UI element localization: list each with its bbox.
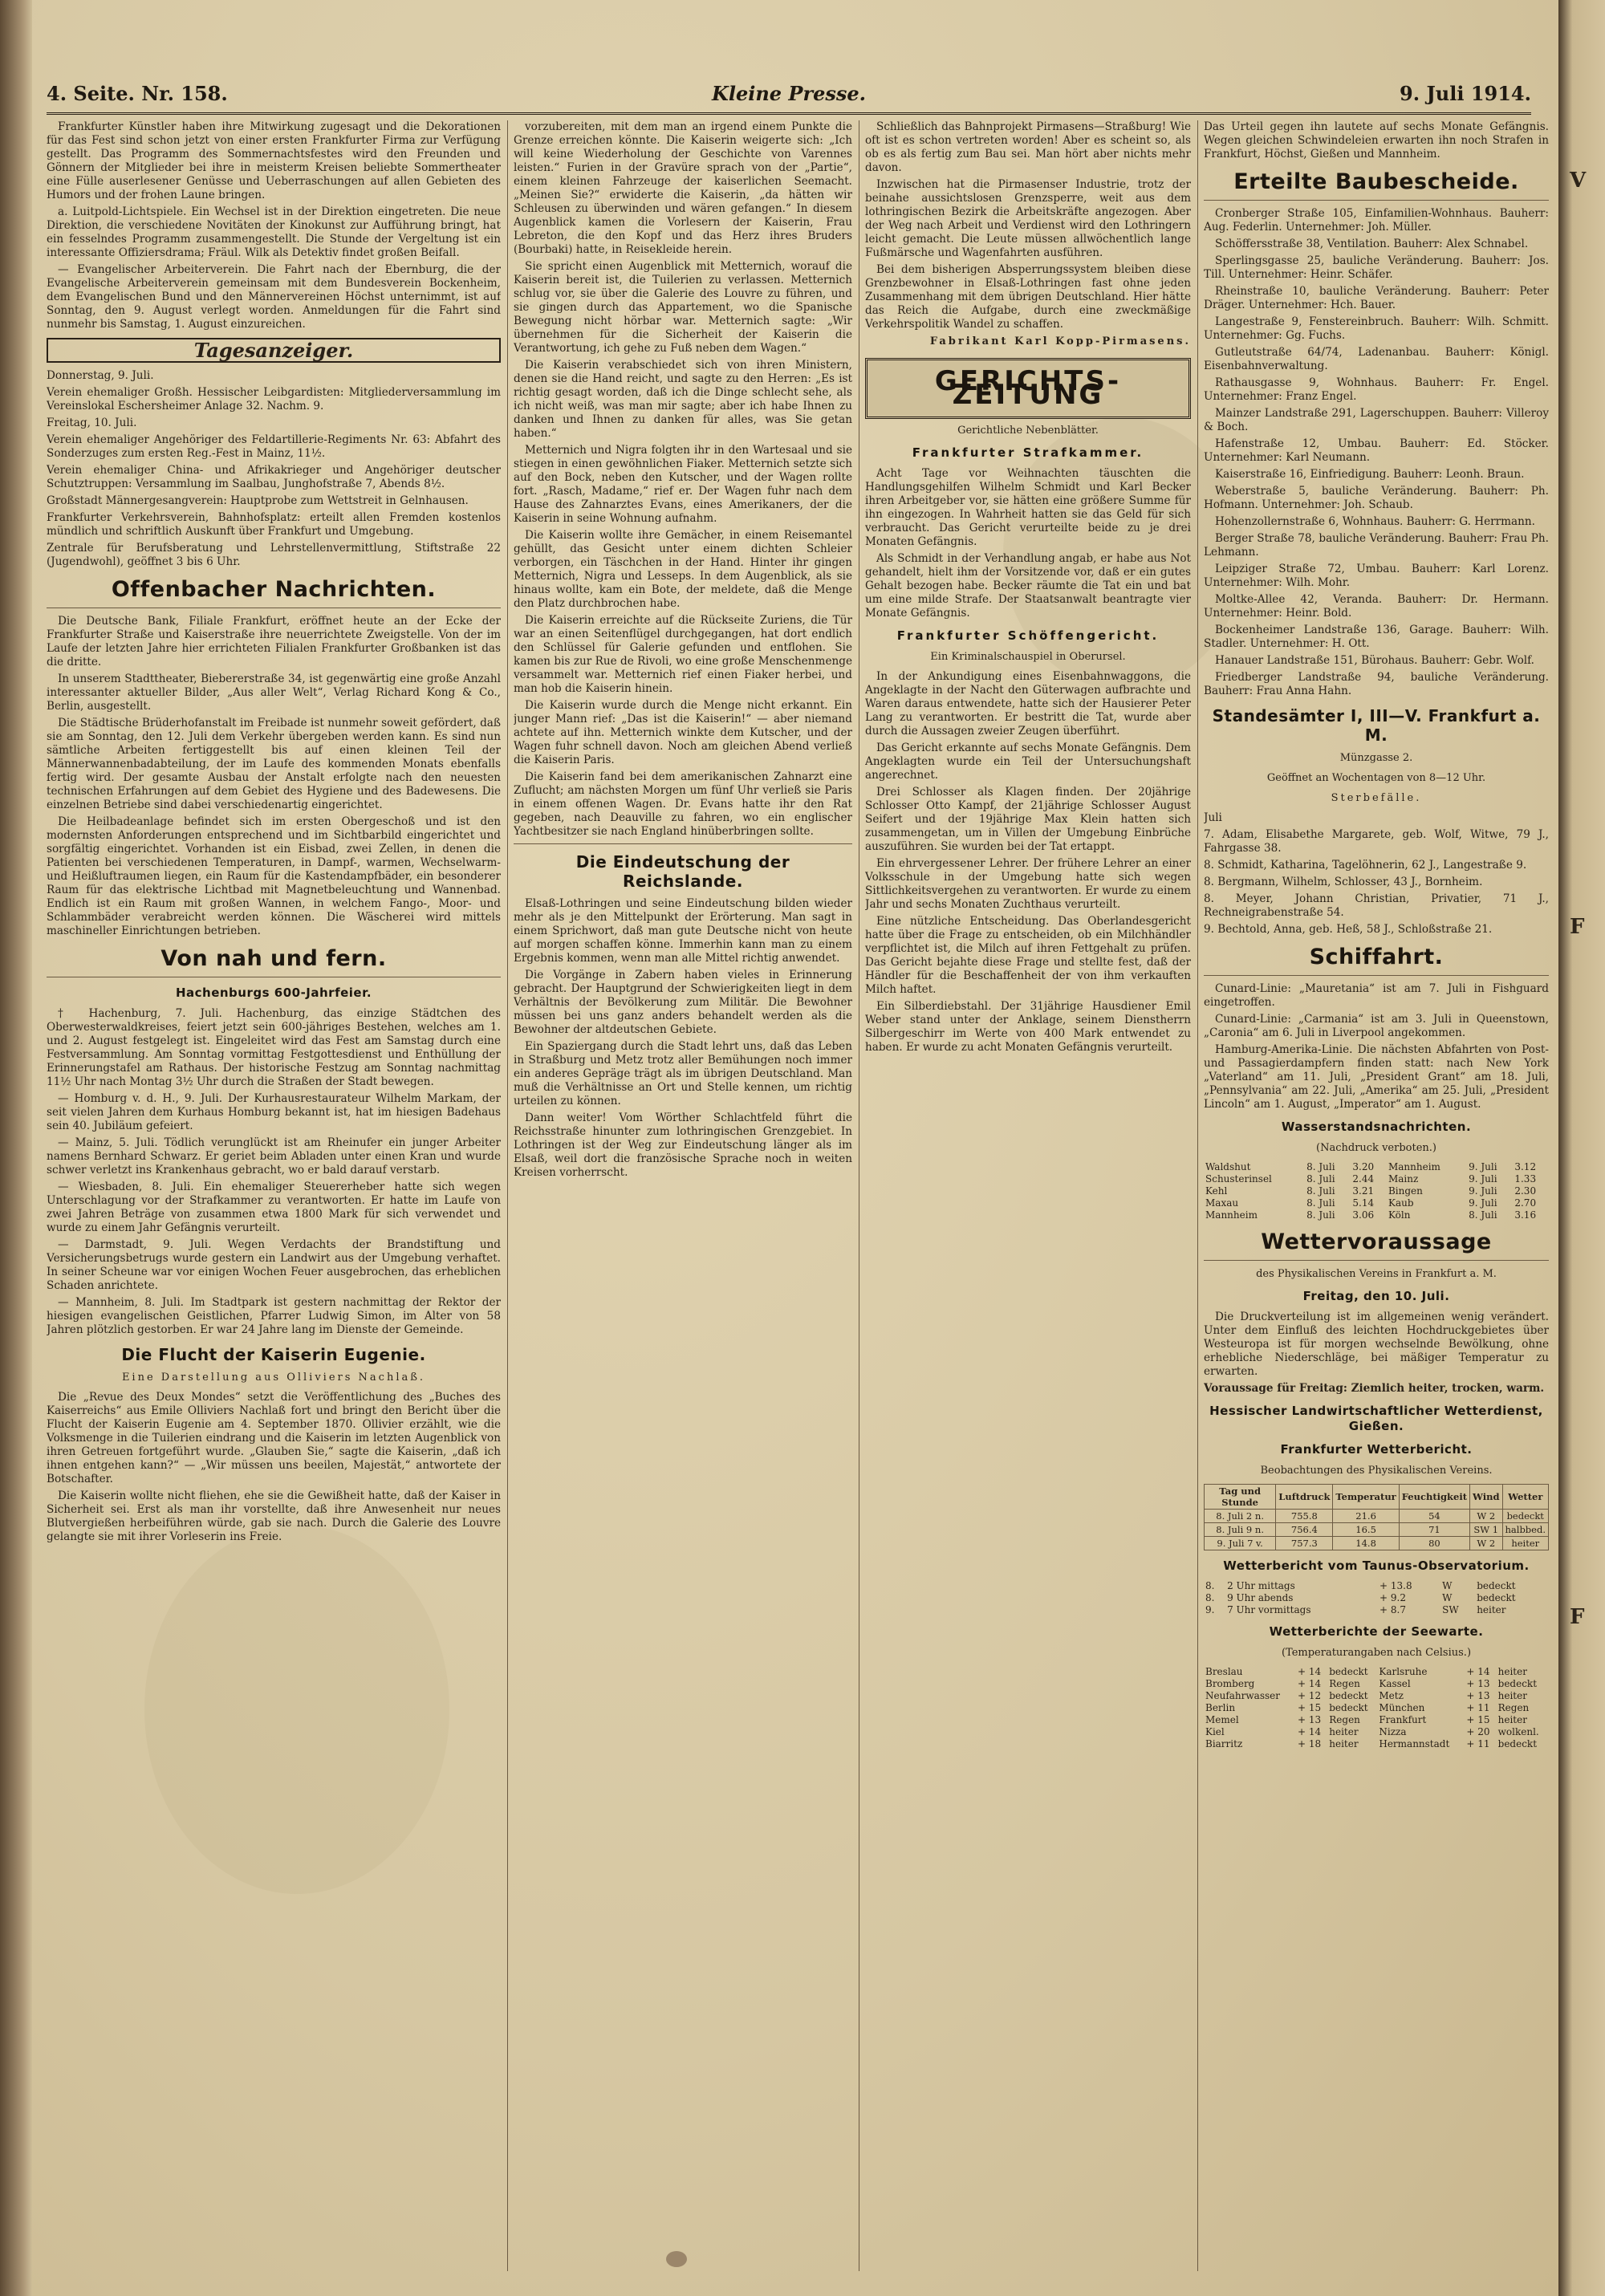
- paragraph: — Mainz, 5. Juli. Tödlich verunglückt ist am Rheinufer ein junger Arbeiter namens Bernhard Schwarz. Er geriet beim Abladen unter einen Kran und wurde schwer verletzt ins Krankenhaus gebracht, wo er bald darauf verstarb.: [47, 1136, 501, 1176]
- table-row: [1204, 1690, 1549, 1702]
- eugenie-subheading: Eine Darstellung aus Olliviers Nachlaß.: [121, 1372, 426, 1384]
- table-cell: 756.4: [1276, 1523, 1333, 1537]
- table-row: [1205, 1510, 1549, 1523]
- adjacent-page-letter: F: [1570, 1605, 1585, 1629]
- reichslande-heading: Die Eindeutschung der Reichslande.: [575, 852, 790, 891]
- table-cell: 9. Juli: [1469, 1197, 1497, 1209]
- table-row: [1204, 1173, 1549, 1185]
- paragraph: Das Gericht erkannte auf sechs Monate Gefängnis. Dem Angeklagten wurde ein Teil der Untersuchungshaft angerechnet.: [865, 742, 1191, 782]
- table-cell: 8. Juli: [1306, 1209, 1335, 1221]
- table-cell: heiter: [1329, 1738, 1359, 1749]
- table-cell: heiter: [1497, 1666, 1527, 1677]
- taunus-heading: Wetterbericht vom Taunus-Observatorium.: [1223, 1558, 1530, 1573]
- paragraph: Zentrale für Berufsberatung und Lehrstellenvermittlung, Stiftstraße 22 (Jugendwohl), geöffnet 3 bis 6 Uhr.: [47, 542, 501, 568]
- paragraph: Acht Tage vor Weihnachten täuschten die Handlungsgehilfen Wilhelm Schmidt und Karl Becker ihren Arbeitgeber vor, sie hätten eine größere Summe für ihn eingezogen. In Wahrheit hatten sie das Geld für sich verbraucht. Das Gericht verurteilte beide zu je drei Monaten Gefängnis.: [865, 467, 1191, 548]
- tagesanzeiger-list: [47, 369, 501, 569]
- table-row: [1205, 1523, 1549, 1537]
- hachenburg-heading: Hachenburgs 600-Jahrfeier.: [175, 985, 372, 1000]
- wettervoraussage-forecast: Voraussage für Freitag: Ziemlich heiter, trocken, warm.: [1204, 1382, 1545, 1395]
- offenbach-heading: Offenbacher Nachrichten.: [47, 577, 501, 608]
- paragraph: Die Kaiserin erreichte auf die Rückseite Zuriens, die Tür war an einen Seitenflügel durchgegangen, hat dort endlich den Schlüssel für Galerie gefunden und entflohen. Sie kamen bis zur Rue de Rivoli, wo eine große Menschenmenge versammelt war. Metternich rief einen Fiaker herbei, und man hob die Kaiserin hinein.: [514, 614, 852, 695]
- table-cell: 54: [1399, 1510, 1469, 1523]
- table-header-row: [1205, 1485, 1549, 1510]
- table-cell: + 14: [1466, 1666, 1490, 1677]
- table-cell: Regen: [1497, 1702, 1530, 1713]
- nah-fern-articles: [47, 1007, 501, 1337]
- table-cell: 9.: [1205, 1604, 1215, 1615]
- seewarte-table: [1204, 1666, 1549, 1750]
- paragraph: Drei Schlosser als Klagen finden. Der 20jährige Schlosser Otto Kampf, der 21jährige Schlosser August Seifert und der 19jährige Max Klein hatten sich zusammengetan, um in Villen der Umgebung Einbrüche auszuführen. Sie wurden bei der Tat ertappt.: [865, 786, 1191, 853]
- strafkammer-articles: [865, 467, 1191, 620]
- table-cell: Mannheim: [1205, 1209, 1258, 1221]
- table-row: [1204, 1185, 1549, 1197]
- table-row: [1204, 1738, 1549, 1750]
- table-cell: W 2: [1470, 1510, 1502, 1523]
- table-row: [1204, 1209, 1549, 1221]
- column-rule: [507, 120, 508, 2271]
- paragraph: 8. Bergmann, Wilhelm, Schlosser, 43 J., Bornheim.: [1204, 876, 1483, 888]
- table-cell: Bingen: [1388, 1185, 1423, 1197]
- table-cell: Kassel: [1379, 1678, 1411, 1689]
- paragraph: a. Luitpold-Lichtspiele. Ein Wechsel ist in der Direktion eingetreten. Die neue Direktion, die verschiedene Novitäten der Kinokunst zur Aufführung bringt, hat ein fesselndes Programm zusammengestellt. Die Stunde der Vergeltung ist ein interessante Offiziersdrama; Fräul. Wilk als Detektiv findet großen Beifall.: [47, 205, 501, 259]
- paragraph: Die Vorgänge in Zabern haben vieles in Erinnerung gebracht. Der Hauptgrund der Schwierigkeiten liegt in dem Verhältnis der Bevölkerung zum Militär. Die Bewohner müssen bei uns ganz anders behandelt werden als die Bewohner der altdeutschen Gebiete.: [514, 969, 852, 1036]
- table-cell: 755.8: [1276, 1510, 1333, 1523]
- table-row: [1204, 1666, 1549, 1678]
- table-cell: SW 1: [1470, 1523, 1502, 1537]
- paragraph: 8. Schmidt, Katharina, Tagelöhnerin, 62 J., Langestraße 9.: [1204, 859, 1527, 872]
- paragraph: Rheinstraße 10, bauliche Veränderung. Bauherr: Peter Dräger. Unternehmer: Hch. Bauer.: [1204, 285, 1549, 311]
- table-cell: Regen: [1329, 1714, 1360, 1725]
- paragraph: Elsaß-Lothringen und seine Eindeutschung bilden wieder mehr als je den Mittelpunkt der Erörterung. Man sagt in einem Sprichwort, daß man gute Deutsche nicht von heute auf morgen schaffen könne. Immerhin kann man zu einem Ergebnis kommen, wenn man alle Mittel richtig anwendet.: [514, 897, 852, 965]
- paragraph: Die Kaiserin verabschiedet sich von ihren Ministern, denen sie die Hand reicht, und sagte zu den Herren: „Es ist richtig gesagt worden, daß ich die Dinge schlecht sehe, als ich nicht weiß, was man mir sagte; aber ich habe Ihnen zu danken und Ihnen zu danken für alles, was Sie getan haben.“: [514, 359, 852, 440]
- paragraph: Eine nützliche Entscheidung. Das Oberlandesgericht hatte über die Frage zu entscheiden, ob ein Milchhändler verpflichtet ist, die Milch auf ihren Fettgehalt zu prüfen. Das Gericht bejahte diese Frage und stellte fest, daß der Händler für die Beschaffenheit der von ihm verkauften Milch haftet.: [865, 915, 1191, 996]
- table-cell: 2.30: [1514, 1185, 1537, 1197]
- paragraph: Ein Spaziergang durch die Stadt lehrt uns, daß das Leben in Straßburg und Metz trotz aller Bemühungen noch immer ein anderes Gepräge trägt als im übrigen Deutschland. Man muß die Verhältnisse an Ort und Stelle kennen, um richtig urteilen zu können.: [514, 1040, 852, 1107]
- table-cell: 2 Uhr mittags: [1227, 1580, 1295, 1591]
- paragraph: In unserem Stadttheater, Biebererstraße 34, ist gegenwärtig eine große Anzahl interessanter aktueller Bilder, „Aus aller Welt“, Verlag Richard Kong & Co., Berlin, ausgestellt.: [47, 673, 501, 713]
- table-cell: bedeckt: [1502, 1510, 1549, 1523]
- baubescheide-heading: Erteilte Baubescheide.: [1204, 169, 1549, 201]
- paragraph: Schließlich das Bahnprojekt Pirmasens—Straßburg! Wie oft ist es schon vertreten worden! Aber es scheint so, als ob es als fertig zum Bau sei. Man hört aber nichts mehr davon.: [865, 120, 1191, 174]
- table-cell: Metz: [1379, 1690, 1404, 1701]
- table-cell: bedeckt: [1477, 1592, 1516, 1603]
- col1-intro: [47, 120, 501, 331]
- paragraph: — Wiesbaden, 8. Juli. Ein ehemaliger Steuererheber hatte sich wegen Unterschlagung vor der Strafkammer zu verantworten. Er hatte im Laufe von zwei Jahren Beträge von zusammen etwa 1800 Mark für sich verwendet und wurde zu einem Jahr Gefängnis verurteilt.: [47, 1181, 501, 1234]
- wettervoraussage-heading: Wettervoraussage: [1204, 1229, 1549, 1261]
- paragraph: Hamburg-Amerika-Linie. Die nächsten Abfahrten von Post- und Passagierdampfern finden statt: nach New York „Vaterland“ am 11. Juli, „President Grant“ am 18. Juli, „Pennsylvania“ am 22. Juli, „Amerika“ am 25. Juli, „President Lincoln“ am 1. August, „Imperator“ am 1. August.: [1204, 1043, 1549, 1111]
- standesaemter-heading: Standesämter I, III—V. Frankfurt a. M.: [1212, 706, 1541, 745]
- paragraph: Gutleutstraße 64/74, Ladenanbau. Bauherr: Königl. Eisenbahnverwaltung.: [1204, 346, 1549, 372]
- table-header-cell: Wetter: [1502, 1485, 1549, 1510]
- table-cell: Kaub: [1388, 1197, 1414, 1209]
- table-cell: 2.70: [1514, 1197, 1537, 1209]
- table-cell: 8. Juli: [1469, 1209, 1497, 1221]
- table-cell: 3.16: [1514, 1209, 1537, 1221]
- paragraph: Ein ehrvergessener Lehrer. Der frühere Lehrer an einer Volksschule in der Umgebung hatte sich wegen Sittlichkeitsvergehen zu verantworten. Er wurde zu einem Jahr und sechs Monaten Zuchthaus verurteilt.: [865, 857, 1191, 911]
- table-row: [1204, 1726, 1549, 1738]
- paragraph: Cunard-Linie: „Mauretania“ ist am 7. Juli in Fishguard eingetroffen.: [1204, 982, 1549, 1009]
- table-cell: W: [1442, 1592, 1453, 1603]
- table-cell: Schusterinsel: [1205, 1173, 1272, 1185]
- paragraph: Kaiserstraße 16, Einfriedigung. Bauherr: Leonh. Braun.: [1215, 468, 1525, 481]
- paragraph: Frankfurter Künstler haben ihre Mitwirkung zugesagt und die Dekorationen für das Fest sind schon jetzt von einer ersten Frankfurter Firma zur Verfügung gestellt. Das Programm des Sommernachtsfestes wird den Freunden und Gönnern der Mitglieder bei ihre in meisterm Kreisen beliebte Sommertheater eine Fülle auserlesener Genüsse und Ueberraschungen auf allen Gebieten des Humors und der frohen Laune bringen.: [47, 120, 501, 201]
- paragraph: In der Ankundigung eines Eisenbahnwaggons, die Angeklagte in der Nacht den Güterwagen aufbrachte und Waren daraus entwendete, hatte sich der Hausierer Peter Lang zu verantworten. Er bestritt die Tat, wurde aber durch die Aussagen zweier Zeugen überführt.: [865, 670, 1191, 738]
- paragraph: 9. Bechtold, Anna, geb. Heß, 58 J., Schloßstraße 21.: [1204, 923, 1493, 936]
- paragraph: Verein ehemaliger Großh. Hessischer Leibgardisten: Mitgliederversammlung im Vereinslokal Eschersheimer Anlage 32. Nachm. 9.: [47, 386, 501, 412]
- paragraph: Berger Straße 78, bauliche Veränderung. Bauherr: Frau Ph. Lehmann.: [1204, 532, 1549, 559]
- paragraph: Mainzer Landstraße 291, Lagerschuppen. Bauherr: Villeroy & Boch.: [1204, 407, 1549, 433]
- binding-gutter: [0, 0, 32, 2296]
- table-row: [1204, 1678, 1549, 1690]
- paragraph: Friedberger Landstraße 94, bauliche Veränderung. Bauherr: Frau Anna Hahn.: [1204, 671, 1549, 697]
- paragraph: Moltke-Allee 42, Veranda. Bauherr: Dr. Hermann. Unternehmer: Heinr. Bold.: [1204, 593, 1549, 620]
- table-header-cell: Luftdruck: [1276, 1485, 1333, 1510]
- table-cell: Frankfurt: [1379, 1714, 1427, 1725]
- paragraph: Die Städtische Brüderhofanstalt im Freibade ist nunmehr soweit gefördert, daß sie am Sonntag, den 12. Juli dem Verkehr übergeben werden kann. Es sind nun sämtliche Arbeiten fertiggestellt bis auf einen kleinen Teil der Männerwannenbadabteilung, der im Laufe des kommenden Monats ebenfalls fertig wird. Der gesamte Ausbau der Anstalt erfolgte nach den neuesten technischen Erfahrungen auf dem Gebiet des Hygiene und des Badewesens. Die einzelnen Betriebe sind dabei verschiedenartig eingerichtet.: [47, 717, 501, 811]
- standesaemter-address: Münzgasse 2.: [1339, 752, 1413, 764]
- paragraph: Inzwischen hat die Pirmasenser Industrie, trotz der beinahe aussichtslosen Grenzsperre, weit aus dem lothringischen Bezirk die Arbeitskräfte angezogen. Aber der Weg nach Arbeit und Verdienst wird den Lothringern leicht gemacht. Die Leute müssen allwöchentlich lange Fußmärsche und Wagenfahrten ausführen.: [865, 178, 1191, 259]
- sterbefaelle-list: [1204, 811, 1549, 937]
- schoeffengericht-articles: [865, 670, 1191, 1055]
- table-cell: Biarritz: [1205, 1738, 1243, 1749]
- table-cell: Hermannstadt: [1379, 1738, 1450, 1749]
- table-cell: + 13: [1297, 1714, 1322, 1725]
- table-cell: bedeckt: [1497, 1738, 1538, 1749]
- table-cell: Maxau: [1205, 1197, 1239, 1209]
- table-cell: wolkenl.: [1497, 1726, 1539, 1737]
- paragraph: Cunard-Linie: „Carmania“ ist am 3. Juli in Queenstown, „Caronia“ am 6. Juli in Liverpool angekommen.: [1204, 1013, 1549, 1039]
- table-cell: Bromberg: [1205, 1678, 1255, 1689]
- paragraph: Verein ehemaliger Angehöriger des Feldartillerie-Regiments Nr. 63: Abfahrt des Sonderzuges zum ersten Reg.-Fest in Mainz, 11½.: [47, 433, 501, 460]
- paragraph: Rathausgasse 9, Wohnhaus. Bauherr: Fr. Engel. Unternehmer: Franz Engel.: [1204, 376, 1549, 403]
- nah-fern-heading: Von nah und fern.: [47, 946, 501, 977]
- table-cell: 2.44: [1352, 1173, 1375, 1185]
- table-cell: 8. Juli: [1306, 1197, 1335, 1209]
- seewarte-subheading: (Temperaturangaben nach Celsius.): [1281, 1647, 1472, 1659]
- table-row: [1204, 1604, 1549, 1616]
- seewarte-heading: Wetterberichte der Seewarte.: [1269, 1624, 1484, 1639]
- newspaper-title: Kleine Presse.: [711, 82, 867, 105]
- table-header-cell: Feuchtigkeit: [1399, 1485, 1469, 1510]
- table-cell: 8.: [1205, 1580, 1215, 1591]
- table-cell: + 20: [1466, 1726, 1490, 1737]
- kaiserin-continued: [514, 120, 852, 839]
- table-cell: + 11: [1466, 1738, 1490, 1749]
- paragraph: Leipziger Straße 72, Umbau. Bauherr: Karl Lorenz. Unternehmer: Wilh. Mohr.: [1204, 563, 1549, 589]
- table-cell: bedeckt: [1329, 1666, 1368, 1677]
- paragraph: Cronberger Straße 105, Einfamilien-Wohnhaus. Bauherr: Aug. Federlin. Unternehmer: Joh. Müller.: [1204, 207, 1549, 234]
- table-cell: W: [1442, 1580, 1453, 1591]
- table-cell: halbbed.: [1502, 1523, 1549, 1537]
- frankfurter-wetterbericht-subheading: Beobachtungen des Physikalischen Vereins.: [1260, 1465, 1493, 1477]
- table-cell: Köln: [1388, 1209, 1411, 1221]
- paragraph: Schöffersstraße 38, Ventilation. Bauherr: Alex Schnabel.: [1215, 238, 1529, 250]
- table-cell: + 14: [1297, 1678, 1322, 1689]
- paragraph: Als Schmidt in der Verhandlung angab, er habe aus Not gehandelt, hielt ihm der Vorsitzende vor, daß er ein gutes Gehalt bezogen habe. Becker räumte die Tat ein und bat um eine milde Strafe. Der Staatsanwalt beantragte vier Monate Gefängnis.: [865, 552, 1191, 620]
- paragraph: Verein ehemaliger China- und Afrikakrieger und Angehöriger deutscher Schutztruppen: Versammlung im Saalbau, Junghofstraße 7, Abends 8½.: [47, 464, 501, 490]
- column-rule: [1197, 120, 1198, 2271]
- adjacent-page-letter: V: [1570, 169, 1587, 193]
- paragraph: Großstadt Männergesangverein: Hauptprobe zum Wettstreit in Gelnhausen.: [47, 494, 469, 507]
- divider: [514, 843, 852, 844]
- pirmasens-article: [865, 120, 1191, 331]
- table-cell: 8. Juli 2 n.: [1205, 1510, 1276, 1523]
- paragraph: Weberstraße 5, bauliche Veränderung. Bauherr: Ph. Hofmann. Unternehmer: Joh. Schaub.: [1204, 485, 1549, 511]
- hessischer-wetterdienst-heading: Hessischer Landwirtschaftlicher Wetterdienst, Gießen.: [1209, 1404, 1543, 1433]
- table-cell: 5.14: [1352, 1197, 1375, 1209]
- table-cell: + 12: [1297, 1690, 1322, 1701]
- column-4: [1204, 120, 1549, 2271]
- standesaemter-hours: Geöffnet an Wochentagen von 8—12 Uhr.: [1266, 772, 1486, 784]
- table-cell: Karlsruhe: [1379, 1666, 1428, 1677]
- column-3: [865, 120, 1191, 2271]
- table-row: [1204, 1592, 1549, 1604]
- eugenie-article: [47, 1391, 501, 1544]
- table-cell: + 8.7: [1379, 1604, 1406, 1615]
- page-number: 4. Seite. Nr. 158.: [47, 82, 228, 105]
- paragraph: Die Kaiserin wollte nicht fliehen, ehe sie die Gewißheit hatte, daß der Kaiser in Sicherheit sei. Erst als man ihr vorstellte, daß ihre Anwesenheit nur neues Blutvergießen herbeiführen würde, gab sie nach. Durch die Galerie des Louvre gelangte sie mit ihrer Vorleserin ins Freie.: [47, 1489, 501, 1543]
- table-cell: Regen: [1329, 1678, 1360, 1689]
- table-cell: + 14: [1297, 1666, 1322, 1677]
- table-cell: München: [1379, 1702, 1425, 1713]
- table-cell: Berlin: [1205, 1702, 1236, 1713]
- table-cell: heiter: [1477, 1604, 1506, 1615]
- table-cell: Waldshut: [1205, 1161, 1251, 1172]
- wasserstand-heading: Wasserstandsnachrichten.: [1281, 1120, 1472, 1134]
- paragraph: Die Kaiserin fand bei dem amerikanischen Zahnarzt eine Zuflucht; am nächsten Morgen um fünf Uhr verließ sie Paris in einem offenen Wagen. Dr. Evans hatte ihr den Rat gegeben, nach Deauville zu fahren, wo ein englischer Yachtbesitzer sie nach England hinüberbringen sollte.: [514, 770, 852, 838]
- paragraph: Die Heilbadeanlage befindet sich im ersten Obergeschoß und ist den modernsten Anforderungen entsprechend und im Sichtbarbild eingerichtet und sorgfältig eingerichtet. Vorhanden ist ein Eisbad, zwei Zellen, in denen die Patienten bei verschiedenen Temperaturen, in Dampf-, warmen, Wechselwarm- und Heißluftraumen liegen, ein Raum für die Kastendampfbäder, ein besonderer Raum für das elektrische Lichtbad mit Magnetbeleuchtung und Wannenbad. Endlich ist ein Raum mit großen Wannen, in welchem Fango-, Moor- und Schlammbäder verabreicht werden können. Die Wäscherei wird mittels maschineller Einrichtungen betrieben.: [47, 815, 501, 937]
- paragraph: 7. Adam, Elisabethe Margarete, geb. Wolf, Witwe, 79 J., Fahrgasse 38.: [1204, 828, 1549, 855]
- offenbach-articles: [47, 615, 501, 938]
- table-cell: 3.20: [1352, 1161, 1375, 1172]
- table-cell: bedeckt: [1329, 1690, 1368, 1701]
- table-cell: 71: [1399, 1523, 1469, 1537]
- table-cell: W 2: [1470, 1537, 1502, 1550]
- wettervoraussage-day: Freitag, den 10. Juli.: [1302, 1289, 1450, 1303]
- table-cell: 3.21: [1352, 1185, 1375, 1197]
- reichslande-article: [514, 897, 852, 1180]
- table-cell: 14.8: [1333, 1537, 1399, 1550]
- table-cell: 757.3: [1276, 1537, 1333, 1550]
- frankfurter-wetter-table: [1204, 1484, 1549, 1550]
- paragraph: Hanauer Landstraße 151, Bürohaus. Bauherr: Gebr. Wolf.: [1215, 654, 1535, 667]
- paragraph: Die „Revue des Deux Mondes“ setzt die Veröffentlichung des „Buches des Kaiserreichs“ aus Emile Olliviers Nachlaß fort und bringt den Bericht über die Flucht der Kaiserin Eugenie am 4. September 1870. Ollivier erzählt, wie die Volksmenge in die Tuilerien eindrang und die Kaiserin im letzten Augenblick von ihren Getreuen fortgeführt wurde. „Glauben Sie,“ sagte die Kaiserin, „daß ich ihnen entgehen kann?“ — „Wir müssen uns beeilen, Majestät,“ antwortete der Botschafter.: [47, 1391, 501, 1485]
- column-1: [47, 120, 501, 2271]
- paragraph: Sperlingsgasse 25, bauliche Veränderung. Bauherr: Jos. Till. Unternehmer: Heinr. Schäfer.: [1204, 254, 1549, 281]
- paragraph: Die Kaiserin wurde durch die Menge nicht erkannt. Ein junger Mann rief: „Das ist die Kaiserin!“ — aber niemand achtete auf ihn. Metternich winkte dem Kutscher, und der Wagen fuhr schnell davon. Noch am gleichen Abend verließ die Kaiserin Paris.: [514, 699, 852, 766]
- table-row: [1204, 1161, 1549, 1173]
- issue-date: 9. Juli 1914.: [1400, 82, 1531, 105]
- frankfurter-wetterbericht-heading: Frankfurter Wetterbericht.: [1280, 1442, 1473, 1457]
- table-row: [1205, 1537, 1549, 1550]
- paragraph: — Mannheim, 8. Juli. Im Stadtpark ist gestern nachmittag der Rektor der hiesigen evangelischen Geistlichen, Pfarrer Ludwig Simon, im Alter von 58 Jahren plötzlich gestorben. Er war 24 Jahre lang im Dienste der Gemeinde.: [47, 1296, 501, 1336]
- paragraph: Dann weiter! Vom Wörther Schlachtfeld führt die Reichsstraße hinunter zum lothringischen Grenzgebiet. In Lothringen ist der Weg zur Eindeutschung länger als im Elsaß, weil dort die französische Sprache noch in weiten Kreisen vorherrscht.: [514, 1111, 852, 1179]
- table-cell: + 15: [1297, 1702, 1322, 1713]
- wettervoraussage-subheading: des Physikalischen Vereins in Frankfurt a. M.: [1256, 1268, 1497, 1280]
- table-cell: 1.33: [1514, 1173, 1537, 1185]
- table-header-cell: Wind: [1470, 1485, 1502, 1510]
- paragraph: Frankfurter Verkehrsverein, Bahnhofsplatz: erteilt allen Fremden kostenlos mündlich und schriftlich Auskunft über Frankfurt und Umgebung.: [47, 511, 501, 538]
- table-cell: + 18: [1297, 1738, 1322, 1749]
- schoeffengericht-subheading: Ein Kriminalschauspiel in Oberursel.: [930, 651, 1126, 663]
- paragraph: Die Kaiserin wollte ihre Gemächer, in einem Reisemantel gehüllt, das Gesicht unter einem dichten Schleier verborgen, ein Täschchen in der Hand. Hinter ihr gingen Metternich, Nigra und Lesseps. In dem Augenblick, als sie hinaus wollte, kam ein Bote, der meldete, daß die Menge den Platz durchbrochen habe.: [514, 529, 852, 610]
- paragraph: Bei dem bisherigen Absperrungssystem bleiben diese Grenzbewohner in Elsaß-Lothringen fast ohne jeden Zusammenhang mit dem übrigen Deutschland. Hier hätte das Reich die Aufgabe, durch eine zweckmäßige Verkehrspolitik Wandel zu schaffen.: [865, 263, 1191, 331]
- paragraph: † Hachenburg, 7. Juli. Hachenburg, das einzige Städtchen des Oberwesterwaldkreises, feiert jetzt sein 600-jähriges Bestehen, welches am 1. und 2. August festgelegt ist. Eingeleitet wird das Fest am Samstag durch eine Festversammlung. Am Sonntag vormittag Festgottesdienst und Enthüllung der Erinnerungstafel am Rathaus. Der historische Festzug am Sonntag nachmittag 11½ Uhr nach Montag 3½ Uhr durch die Straßen der Stadt bewegen.: [47, 1007, 501, 1088]
- table-cell: 80: [1399, 1537, 1469, 1550]
- gerichts-subheading: Gerichtliche Nebenblätter.: [957, 425, 1099, 437]
- table-header-cell: Temperatur: [1333, 1485, 1399, 1510]
- adjacent-page-edge: [1558, 0, 1605, 2296]
- table-cell: Mannheim: [1388, 1161, 1440, 1172]
- paragraph: Die Deutsche Bank, Filiale Frankfurt, eröffnet heute an der Ecke der Frankfurter Straße und Kaiserstraße ihre neuerrichtete Zweigstelle. Von der im Laufe der letzten Jahre hier errichteten Filialen Frankfurter Großbanken ist das die dritte.: [47, 615, 501, 668]
- paragraph: Bockenheimer Landstraße 136, Garage. Bauherr: Wilh. Stadler. Unternehmer: H. Ott.: [1204, 624, 1549, 650]
- table-cell: 9. Juli: [1469, 1185, 1497, 1197]
- schiffahrt-list: [1204, 982, 1549, 1111]
- gerichts-zeitung-banner: GERICHTS-ZEITUNG: [865, 358, 1191, 419]
- table-cell: 16.5: [1333, 1523, 1399, 1537]
- paragraph: Hohenzollernstraße 6, Wohnhaus. Bauherr: G. Herrmann.: [1215, 515, 1535, 528]
- table-cell: + 13.8: [1379, 1580, 1412, 1591]
- table-cell: bedeckt: [1477, 1580, 1516, 1591]
- col4-intro: Das Urteil gegen ihn lautete auf sechs Monate Gefängnis. Wegen gleichen Schwindeleien erwarten ihn noch Strafen in Frankfurt, Höchst, Gießen und Mannheim.: [1204, 120, 1549, 161]
- sterbefaelle-heading: Sterbefälle.: [1331, 792, 1422, 804]
- schoeffengericht-heading: Frankfurter Schöffengericht.: [896, 628, 1160, 643]
- adjacent-page-letter: F: [1570, 915, 1585, 939]
- table-cell: 9. Juli 7 v.: [1205, 1537, 1276, 1550]
- table-cell: Kiel: [1205, 1726, 1225, 1737]
- table-cell: Memel: [1205, 1714, 1239, 1725]
- table-cell: heiter: [1497, 1690, 1527, 1701]
- table-cell: heiter: [1329, 1726, 1359, 1737]
- taunus-table: [1204, 1580, 1549, 1616]
- paragraph: Freitag, 10. Juli.: [47, 417, 137, 429]
- table-cell: 8. Juli 9 n.: [1205, 1523, 1276, 1537]
- table-cell: 3.06: [1352, 1209, 1375, 1221]
- table-cell: Nizza: [1379, 1726, 1407, 1737]
- paragraph: — Homburg v. d. H., 9. Juli. Der Kurhausrestaurateur Wilhelm Markam, der seit vielen Jahren dem Kurhaus Homburg bekannt ist, hat im hiesigen Badehaus sein 40. Jubiläum gefeiert.: [47, 1092, 501, 1132]
- table-cell: + 9.2: [1379, 1592, 1406, 1603]
- tagesanzeiger-heading: Tagesanzeiger.: [47, 338, 501, 363]
- table-cell: heiter: [1497, 1714, 1527, 1725]
- schiffahrt-heading: Schiffahrt.: [1204, 945, 1549, 976]
- table-cell: 9 Uhr abends: [1227, 1592, 1294, 1603]
- paragraph: Sie spricht einen Augenblick mit Metternich, worauf die Kaiserin bereit ist, die Tuilerien zu verlassen. Metternich schlug vor, sie über die Galerie des Louvre zu führen, und sie gingen durch das Appartement, wo die Spanische Bewegung nicht hörbar war. Metternich sagte: „Wir übernehmen für die Sicherheit der Kaiserin die Verantwortung, ich gehe zu Fuß neben dem Wagen.“: [514, 260, 852, 355]
- table-row: [1204, 1702, 1549, 1714]
- paragraph: Metternich und Nigra folgten ihr in den Wartesaal und sie stiegen in einen gewöhnlichen Fiaker. Metternich setzte sich auf den Bock, neben den Kutscher, und der Wagen rollte fort. „Rasch, Madame,“ rief er. Der Wagen fuhr nach dem Hause des Zahnarztes Evans, eines Amerikaners, der die Kaiserin in seine Wohnung aufnahm.: [514, 444, 852, 525]
- table-cell: 9. Juli: [1469, 1161, 1497, 1172]
- table-row: [1204, 1580, 1549, 1592]
- table-cell: 8.: [1205, 1592, 1215, 1603]
- paragraph: Donnerstag, 9. Juli.: [47, 369, 154, 382]
- table-cell: + 13: [1466, 1690, 1490, 1701]
- table-cell: bedeckt: [1329, 1702, 1368, 1713]
- table-cell: 9. Juli: [1469, 1173, 1497, 1185]
- table-cell: Mainz: [1388, 1173, 1419, 1185]
- paragraph: vorzubereiten, mit dem man an irgend einem Punkte die Grenze erreichen könnte. Die Kaiserin weigerte sich: „Ich will keine Wiederholung der Geschichte von Varennes leisten.“ Furien in der Gravüre sprach von der „Partie“, einem kleinen Fahrzeuge der kaiserlichen Seemacht. „Meinen Sie?“ erwiderte die Kaiserin, „da hätten wir Schleusen zu überwinden und wären gefangen.“ In diesem Augenblick kamen die Vorlesern der Kaiserin, Frau Lebreton, die den Kopf und das Herz ihres Bruders (Bourbaki) hatte, in Reisekleide herein.: [514, 120, 852, 256]
- paragraph: Langestraße 9, Fenstereinbruch. Bauherr: Wilh. Schmitt. Unternehmer: Gg. Fuchs.: [1204, 315, 1549, 342]
- table-cell: 21.6: [1333, 1510, 1399, 1523]
- table-cell: + 13: [1466, 1678, 1490, 1689]
- pirmasens-signature: Fabrikant Karl Kopp-Pirmasens.: [929, 335, 1191, 347]
- table-cell: 3.12: [1514, 1161, 1537, 1172]
- paragraph: Juli: [1204, 811, 1222, 824]
- table-cell: + 15: [1466, 1714, 1490, 1725]
- table-cell: 7 Uhr vormittags: [1227, 1604, 1311, 1615]
- paragraph: Ein Silberdiebstahl. Der 31jährige Hausdiener Emil Weber stand unter der Anklage, seinem Dienstherrn Silbergeschirr im Werte von 400 Mark entwendet zu haben. Er wurde zu acht Monaten Gefängnis verurteilt.: [865, 1000, 1191, 1054]
- table-cell: SW: [1442, 1604, 1459, 1615]
- table-cell: + 14: [1297, 1726, 1322, 1737]
- paragraph: — Evangelischer Arbeiterverein. Die Fahrt nach der Ebernburg, die der Evangelische Arbeiterverein gemeinsam mit dem Bundesverein Bockenheim, dem Evangelischen Bund und den Männervereinen Höchst unternimmt, ist auf Sonntag, den 9. August verlegt worden. Anmeldungen für die Fahrt sind nunmehr bis Samstag, 1. August einzureichen.: [47, 263, 501, 331]
- table-cell: + 11: [1466, 1702, 1490, 1713]
- table-cell: Neufahrwasser: [1205, 1690, 1280, 1701]
- table-header-cell: Tag und Stunde: [1205, 1485, 1276, 1510]
- paragraph: Hafenstraße 12, Umbau. Bauherr: Ed. Stöcker. Unternehmer: Karl Neumann.: [1204, 437, 1549, 464]
- paragraph: 8. Meyer, Johann Christian, Privatier, 71 J., Rechneigrabenstraße 54.: [1204, 892, 1549, 919]
- wettervoraussage-text: Die Druckverteilung ist im allgemeinen wenig verändert. Unter dem Einfluß des leichten Hochdruckgebietes über Westeuropa ist für morgen wechselnde Bewölkung, ohne erhebliche Niederschläge, bei mäßiger Temperatur zu erwarten.: [1204, 1311, 1549, 1378]
- wasserstand-table: [1204, 1161, 1549, 1221]
- table-cell: Breslau: [1205, 1666, 1243, 1677]
- paragraph: — Darmstadt, 9. Juli. Wegen Verdachts der Brandstiftung und Versicherungsbetrugs wurde gestern ein Landwirt aus der Umgebung verhaftet. In seiner Scheune war vor einigen Wochen Feuer ausgebrochen, das erheblichen Schaden anrichtete.: [47, 1238, 501, 1292]
- table-cell: 8. Juli: [1306, 1173, 1335, 1185]
- table-row: [1204, 1714, 1549, 1726]
- table-cell: bedeckt: [1497, 1678, 1538, 1689]
- eugenie-heading: Die Flucht der Kaiserin Eugenie.: [121, 1345, 426, 1364]
- wasserstand-subheading: (Nachdruck verboten.): [1316, 1142, 1436, 1154]
- strafkammer-heading: Frankfurter Strafkammer.: [912, 445, 1144, 460]
- page-header: [47, 80, 1531, 115]
- table-cell: heiter: [1502, 1537, 1549, 1550]
- table-cell: Kehl: [1205, 1185, 1228, 1197]
- baubescheide-list: [1204, 207, 1549, 698]
- table-cell: 8. Juli: [1306, 1185, 1335, 1197]
- table-row: [1204, 1197, 1549, 1209]
- table-cell: 8. Juli: [1306, 1161, 1335, 1172]
- column-2: [514, 120, 852, 2271]
